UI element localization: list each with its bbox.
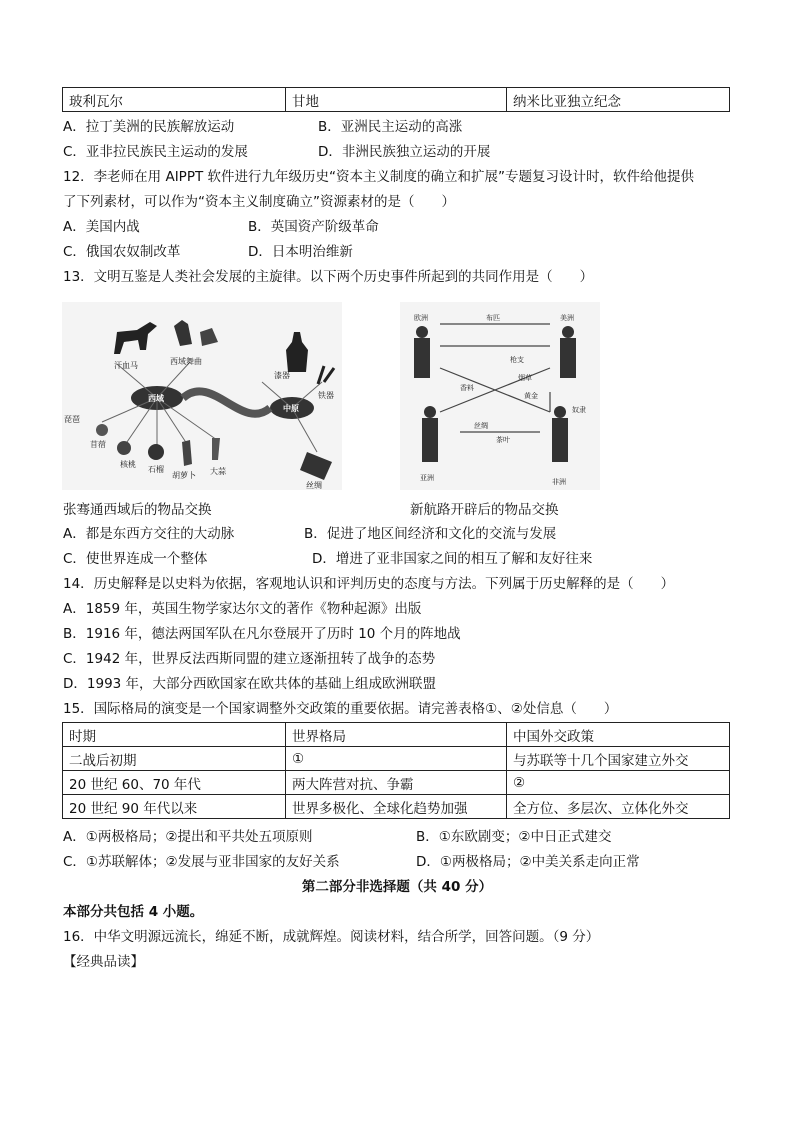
q15-option-b: B．①东欧剧变；②中日正式建交 — [416, 829, 612, 845]
part2-title: 第二部分非选择题（共 40 分） — [301, 879, 493, 895]
fig-label: 西域 — [148, 394, 164, 403]
fig-label: 汗血马 — [114, 361, 138, 370]
part2-intro: 本部分共包括 4 小题。 — [63, 904, 204, 920]
q11-option-b: B．亚洲民主运动的高涨 — [318, 119, 463, 135]
q15-option-a: A．①两极格局；②提出和平共处五项原则 — [63, 829, 313, 845]
fig-label: 美洲 — [560, 314, 574, 322]
fig-label: 亚洲 — [420, 474, 434, 482]
table-row — [63, 771, 730, 795]
fig-label: 核桃 — [120, 460, 136, 469]
fig-label: 丝绸 — [474, 422, 488, 430]
q11-option-c: C．亚非拉民族民主运动的发展 — [63, 144, 248, 160]
fig-label: 丝绸 — [306, 481, 322, 490]
table-cell: 与苏联等十几个国家建立外交 — [507, 747, 730, 771]
table-header-row — [63, 723, 730, 747]
table-cell: 玻利瓦尔 — [63, 88, 286, 112]
fig-label: 琵琶 — [64, 415, 80, 424]
q15-option-d: D．①两极格局；②中美关系走向正常 — [416, 854, 640, 870]
fig-label: 西域舞曲 — [170, 357, 202, 366]
top-table — [62, 87, 730, 112]
table-cell: ② — [507, 771, 730, 795]
fig-label: 胡萝卜 — [172, 471, 196, 480]
table-cell: 世界多极化、全球化趋势加强 — [286, 795, 507, 819]
q14-option-b: B．1916 年，德法两国军队在凡尔登展开了历时 10 个月的阵地战 — [63, 626, 461, 642]
new-route-exchange-figure — [400, 302, 600, 490]
table-row — [63, 795, 730, 819]
fig-label: 欧洲 — [414, 314, 428, 322]
q12-option-b: B．英国资产阶级革命 — [248, 219, 379, 235]
q13-option-c: C．使世界连成一个整体 — [63, 551, 208, 567]
fig-label: 漆器 — [274, 371, 290, 380]
table-cell: 二战后初期 — [63, 747, 286, 771]
q15-option-c: C．①苏联解体；②发展与亚非国家的友好关系 — [63, 854, 340, 870]
q14-stem: 14．历史解释是以史料为依据，客观地认识和评判历史的态度与方法。下列属于历史解释的是（ ） — [63, 576, 675, 592]
fig-label: 茶叶 — [496, 436, 510, 444]
table-cell: 甘地 — [286, 88, 507, 112]
q15-table — [62, 722, 730, 819]
table-cell: ① — [286, 747, 507, 771]
q14-option-a: A．1859 年，英国生物学家达尔文的著作《物种起源》出版 — [63, 601, 422, 617]
q15-stem: 15．国际格局的演变是一个国家调整外交政策的重要依据。请完善表格①、②处信息（ ） — [63, 701, 618, 717]
section-heading: 【经典品读】 — [63, 954, 144, 970]
fig-label: 香料 — [460, 384, 474, 392]
q13-option-a: A．都是东西方交往的大动脉 — [63, 526, 235, 542]
table-cell: 20 世纪 90 年代以来 — [63, 795, 286, 819]
fig-label: 中原 — [283, 404, 299, 413]
q11-option-a: A．拉丁美洲的民族解放运动 — [63, 119, 235, 135]
table-header: 中国外交政策 — [507, 723, 730, 747]
q12-stem-line2: 了下列素材，可以作为“资本主义制度确立”资源素材的是（ ） — [63, 194, 455, 210]
table-cell: 20 世纪 60、70 年代 — [63, 771, 286, 795]
table-row — [63, 747, 730, 771]
caption-right: 新航路开辟后的物品交换 — [410, 502, 559, 518]
zhang-qian-exchange-figure — [62, 302, 342, 490]
caption-left: 张骞通西域后的物品交换 — [63, 502, 212, 518]
table-cell: 全方位、多层次、立体化外交 — [507, 795, 730, 819]
q13-option-d: D．增进了亚非国家之间的相互了解和友好往来 — [312, 551, 593, 567]
q13-option-b: B．促进了地区间经济和文化的交流与发展 — [304, 526, 557, 542]
table-header: 世界格局 — [286, 723, 507, 747]
fig-label: 石榴 — [148, 465, 164, 474]
fig-label: 布匹 — [486, 314, 500, 322]
q12-option-c: C．俄国农奴制改革 — [63, 244, 181, 260]
fig-label: 大蒜 — [210, 467, 226, 476]
table-cell: 两大阵营对抗、争霸 — [286, 771, 507, 795]
fig-label: 非洲 — [552, 478, 566, 486]
fig-label: 枪支 — [510, 356, 524, 364]
fig-label: 苜蓿 — [90, 440, 106, 449]
fig-label: 烟草 — [518, 374, 532, 382]
q12-option-d: D．日本明治维新 — [248, 244, 353, 260]
q13-stem: 13．文明互鉴是人类社会发展的主旋律。以下两个历史事件所起到的共同作用是（ ） — [63, 269, 594, 285]
q16-stem: 16．中华文明源远流长，绵延不断，成就辉煌。阅读材料，结合所学，回答问题。（9 分） — [63, 929, 600, 945]
q14-option-c: C．1942 年，世界反法西斯同盟的建立逐渐扭转了战争的态势 — [63, 651, 436, 667]
q14-option-d: D．1993 年，大部分西欧国家在欧共体的基础上组成欧洲联盟 — [63, 676, 437, 692]
table-cell: 纳米比亚独立纪念 — [507, 88, 730, 112]
q12-stem-line1: 12．李老师在用 AIPPT 软件进行九年级历史“资本主义制度的确立和扩展”专题复习设计时，软件给他提供 — [63, 169, 694, 185]
fig-label: 奴隶 — [572, 406, 586, 414]
q12-option-a: A．美国内战 — [63, 219, 140, 235]
q11-option-d: D．非洲民族独立运动的开展 — [318, 144, 491, 160]
table-header: 时期 — [63, 723, 286, 747]
fig-label: 铁器 — [318, 391, 334, 400]
fig-label: 黄金 — [524, 392, 538, 400]
